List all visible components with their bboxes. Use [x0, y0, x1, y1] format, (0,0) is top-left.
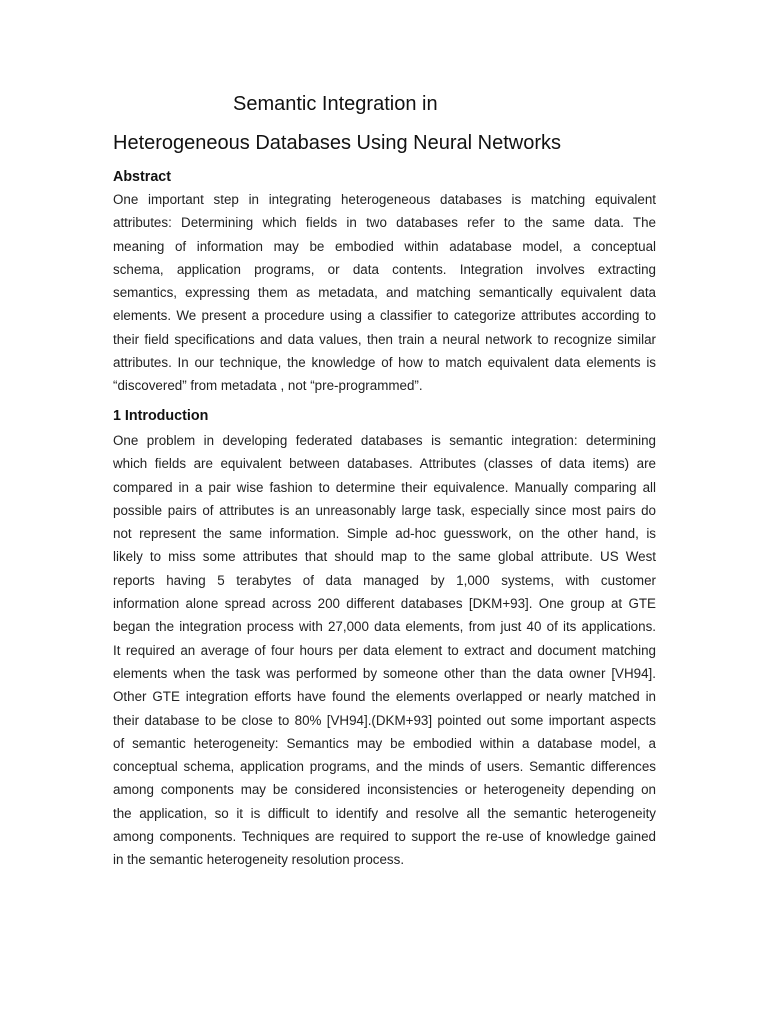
text-line: attributes: Determining which fields in two databases refer to the same data. The	[113, 215, 656, 231]
title-line-1: Semantic Integration in	[233, 93, 438, 115]
text-line: One important step in integrating heterogeneous databases is matching equivalent	[113, 192, 656, 207]
text-line: One problem in developing federated databases is semantic integration: determining	[113, 433, 656, 448]
text-line: the application, so it is difficult to identify and resolve all the semantic heterogeneity	[113, 805, 656, 821]
text-line: elements when the task was performed by someone other than the data owner [VH94].	[113, 665, 656, 681]
abstract-paragraph	[113, 188, 656, 398]
text-line: “discovered” from metadata , not “pre-programmed”.	[113, 378, 423, 394]
text-line: their database to be close to 80% [VH94].(DKM+93] pointed out some important aspects	[113, 712, 656, 728]
text-line: which fields are equivalent between databases. Attributes (classes of data items) are	[113, 456, 656, 472]
text-line: in the semantic heterogeneity resolution process.	[113, 852, 405, 868]
introduction-heading: 1 Introduction	[113, 408, 209, 424]
text-line: semantics, expressing them as metadata, and matching semantically equivalent data	[113, 285, 656, 301]
text-line: attributes. In our technique, the knowledge of how to match equivalent data elements is	[113, 355, 656, 371]
text-line: schema, application programs, or data contents. Integration involves extracting	[113, 261, 656, 277]
text-line: information alone spread across 200 different databases [DKM+93]. One group at GTE	[113, 596, 656, 612]
abstract-heading: Abstract	[113, 169, 171, 185]
introduction-paragraph	[113, 429, 656, 872]
text-line: likely to miss some attributes that should map to the same global attribute. US West	[113, 549, 656, 565]
text-line: among components. Techniques are required to support the re-use of knowledge gained	[113, 829, 656, 845]
text-line: among components may be considered inconsistencies or heterogeneity depending on	[113, 782, 656, 798]
text-line: their field specifications and data values, then train a neural network to recognize similar	[113, 331, 656, 347]
text-line: began the integration process with 27,000 data elements, from just 40 of its applications.	[113, 619, 656, 635]
title-line-2: Heterogeneous Databases Using Neural Networks	[113, 132, 562, 154]
text-line: possible pairs of attributes is an unreasonably large task, especially since most pairs do	[113, 502, 656, 518]
text-line: It required an average of four hours per data element to extract and document matching	[113, 642, 656, 658]
text-line: elements. We present a procedure using a classifier to categorize attributes according to	[113, 308, 656, 324]
text-line: reports having 5 terabytes of data managed by 1,000 systems, with customer	[113, 572, 656, 588]
text-line: compared in a pair wise fashion to determine their equivalence. Manually comparing all	[113, 479, 656, 495]
text-line: of semantic heterogeneity: Semantics may be embodied within a database model, a	[113, 735, 656, 751]
text-line: conceptual schema, application programs, and the minds of users. Semantic differences	[113, 759, 656, 775]
text-line: Other GTE integration efforts have found the elements overlapped or nearly matched in	[113, 689, 656, 705]
text-line: not represent the same information. Simple ad-hoc guesswork, on the other hand, is	[113, 526, 656, 542]
text-line: meaning of information may be embodied within adatabase model, a conceptual	[113, 238, 656, 254]
